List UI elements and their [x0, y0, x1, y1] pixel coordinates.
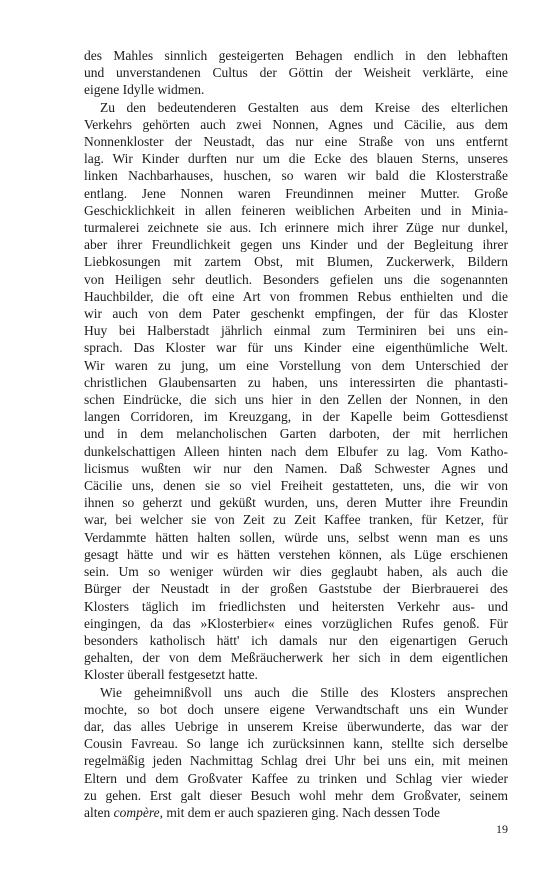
text-line: des Mahles sinnlich gesteigerten Behagen endlich in den lebhaften — [84, 48, 508, 63]
text-line: gesagt hätte und wir es hätten verstehen können, als Lüge erschienen — [84, 546, 508, 562]
text-line: Zu den bedeutenderen Gestalten aus dem Kreise des elterlichen — [100, 99, 508, 115]
text-line: dar, das alles Uebrige in unserem Kreise überwunderte, das war der — [84, 718, 508, 734]
book-page-text — [84, 47, 508, 821]
text-line: Wie geheimnißvoll uns auch die Stille des Klosters ansprechen — [100, 684, 508, 700]
page-number: 19 — [496, 822, 508, 836]
text-line: christlichen Glaubensarten zu haben, uns interessirten die phantasti- — [84, 374, 508, 390]
text-line: Hauchbilder, die oft eine Art von frommen Rebus enthielten und die — [84, 288, 508, 304]
text-line: Verdammte hätten halten sollen, würde uns, selbst wenn man es uns — [84, 529, 508, 545]
paragraph — [84, 684, 508, 822]
text-line: Huy bei Halberstadt jährlich einmal zum Terminiren bei uns ein- — [84, 323, 508, 339]
text-line: licismus wußten wir nur den Namen. Daß Schwester Agnes und — [84, 460, 508, 476]
text-line: war, bei welcher sie von Zeit zu Zeit Kaffee tranken, für Ketzer, für — [84, 512, 508, 528]
text-line: Nonnenkloster der Neustadt, das nur eine Straße von uns entfernt — [84, 134, 508, 150]
text-line: turmalerei zeichnete sie aus. Ich erinnere mich ihrer Züge nur dunkel, — [84, 220, 508, 236]
text-line: linken Nachbarhauses, huschen, so waren wir bald die Klosterstraße — [84, 168, 508, 184]
text-line: entlang. Jene Nonnen waren Freundinnen meiner Mutter. Große — [84, 185, 508, 201]
text-line: Bürger der Neustadt in der großen Gaststube der Bierbrauerei des — [84, 581, 508, 597]
text-line: zu gehen. Erst galt dieser Besuch wohl mehr dem Großvater, seinem — [84, 787, 508, 803]
text-line: mochte, so bot doch unsere eigene Verwandtschaft uns ein Wunder — [84, 701, 508, 717]
text-line: langen Corridoren, im Kreuzgang, in der Kapelle beim Gottesdienst — [84, 409, 508, 425]
text-line: schen Eindrücke, die sich uns hier in den Zellen der Nonnen, in den — [84, 392, 508, 408]
text-line: lag. Wir Kinder durften nur um die Ecke des blauen Sterns, unseres — [84, 151, 508, 167]
text-line: Verkehrs gehörten auch zwei Nonnen, Agnes und Cäcilie, aus dem — [84, 116, 508, 132]
text-line: und unverstandenen Cultus der Göttin der Weisheit verklärte, eine — [84, 65, 508, 81]
text-line: wir auch von dem Pater geschenkt empfingen, der für das Kloster — [84, 306, 508, 322]
text-line: eingingen, da das »Klosterbier« eines vorzüglichen Rufes genoß. Für — [84, 615, 508, 631]
paragraph — [84, 47, 508, 99]
text-line: besonders katholisch hätt' ich damals nur den eigenartigen Geruch — [84, 632, 508, 648]
paragraph — [84, 99, 508, 684]
text-line: sein. Um so weniger würden wir dies geglaubt haben, als auch die — [84, 564, 508, 580]
text-line: von Heiligen sehr deutlich. Besonders gefielen uns die sogenannten — [84, 271, 508, 287]
text-line: Klosters täglich im friedlichsten und heitersten Verkehr aus- und — [84, 598, 508, 614]
text-line: Eltern und dem Großvater Kaffee zu trinken und Schlag vier wieder — [84, 770, 508, 786]
text-line: und in dem melancholischen Garten darboten, der mit herrlichen — [84, 426, 508, 442]
text-line: Kloster überall festgesetzt hatte. — [84, 667, 258, 683]
text-line: Wir waren zu jung, um eine Vorstellung von dem Unterschied der — [84, 357, 508, 373]
text-line: sprach. Das Kloster war für uns Kinder eine eigenthümliche Welt. — [84, 340, 508, 356]
text-line: eigene Idylle widmen. — [84, 82, 205, 98]
text-line: Liebkosungen mit zartem Obst, mit Blumen, Zuckerwerk, Bildern — [84, 254, 508, 270]
text-line: gehalten, der von dem Meßräucherwerk her sich in dem eigentlichen — [84, 650, 508, 666]
text-line: dunkelschattigen Alleen hinten nach dem Elbufer zu lag. Vom Katho- — [84, 443, 508, 459]
text-line: aber ihrer Freundlichkeit gegen uns Kinder und der Begleitung ihrer — [84, 237, 508, 253]
text-line: ihnen so geherzt und geküßt wurden, uns, deren Mutter ihre Freundin — [84, 495, 508, 511]
text-line: regelmäßig jeden Nachmittag Schlag drei Uhr bei uns ein, mit meinen — [84, 753, 508, 769]
text-line: Cäcilie uns, denen sie so viel Freiheit gestatteten, uns, die wir von — [84, 478, 508, 494]
text-line: alten compère, mit dem er auch spazieren ging. Nach dessen Tode — [84, 804, 440, 820]
text-line: Cousin Favreau. So lange ich zurücksinnen kann, stellte sich derselbe — [84, 736, 508, 752]
text-line: Geschicklichkeit in allen feineren weiblichen Arbeiten und in Minia- — [84, 202, 508, 218]
